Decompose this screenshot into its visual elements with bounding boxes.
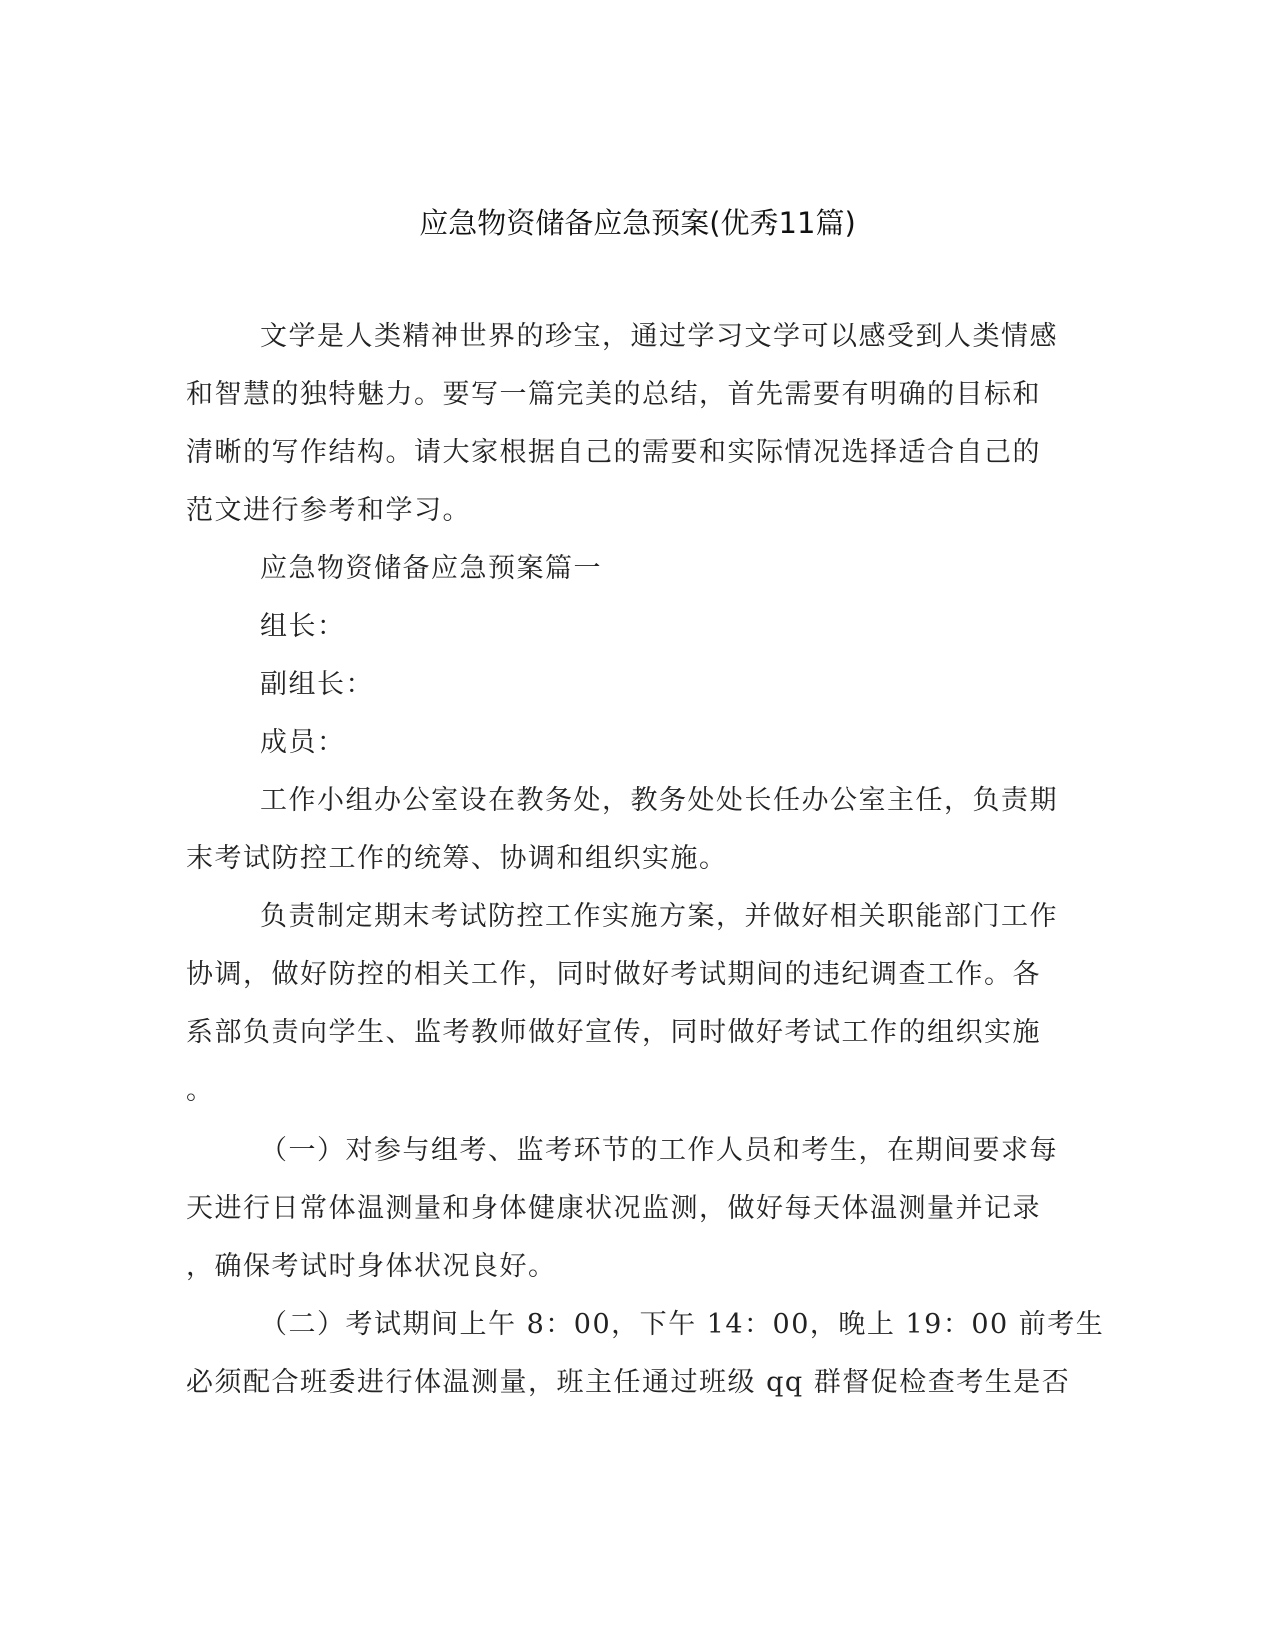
paragraph-line: 组长： bbox=[260, 611, 346, 642]
paragraph-line: 范文进行参考和学习。 bbox=[186, 495, 471, 526]
paragraph-line: 必须配合班委进行体温测量，班主任通过班级 qq 群督促检查考生是否 bbox=[186, 1367, 1071, 1398]
section-heading: 应急物资储备应急预案篇一 bbox=[260, 553, 602, 584]
paragraph-line: 和智慧的独特魅力。要写一篇完美的总结，首先需要有明确的目标和 bbox=[186, 379, 1041, 410]
paragraph-line: 成员： bbox=[260, 727, 346, 758]
paragraph-line: （一）对参与组考、监考环节的工作人员和考生，在期间要求每 bbox=[260, 1135, 1058, 1166]
paragraph-line: （二）考试期间上午 8：00，下午 14：00，晚上 19：00 前考生 bbox=[260, 1309, 1105, 1340]
paragraph-line: 天进行日常体温测量和身体健康状况监测，做好每天体温测量并记录 bbox=[186, 1193, 1041, 1224]
paragraph-line: 工作小组办公室设在教务处，教务处处长任办公室主任，负责期 bbox=[260, 785, 1058, 816]
paragraph-line: 文学是人类精神世界的珍宝，通过学习文学可以感受到人类情感 bbox=[260, 321, 1058, 352]
paragraph-line: 系部负责向学生、监考教师做好宣传，同时做好考试工作的组织实施 bbox=[186, 1017, 1041, 1048]
document-title: 应急物资储备应急预案(优秀11篇) bbox=[419, 206, 856, 240]
paragraph-line: 协调，做好防控的相关工作，同时做好考试期间的违纪调查工作。各 bbox=[186, 959, 1041, 990]
paragraph-line: 。 bbox=[186, 1075, 215, 1106]
paragraph-line: 末考试防控工作的统筹、协调和组织实施。 bbox=[186, 843, 728, 874]
paragraph-line: 负责制定期末考试防控工作实施方案，并做好相关职能部门工作 bbox=[260, 901, 1058, 932]
paragraph-line: ，确保考试时身体状况良好。 bbox=[186, 1251, 557, 1282]
paragraph-line: 副组长： bbox=[260, 669, 374, 700]
paragraph-line: 清晰的写作结构。请大家根据自己的需要和实际情况选择适合自己的 bbox=[186, 437, 1041, 468]
